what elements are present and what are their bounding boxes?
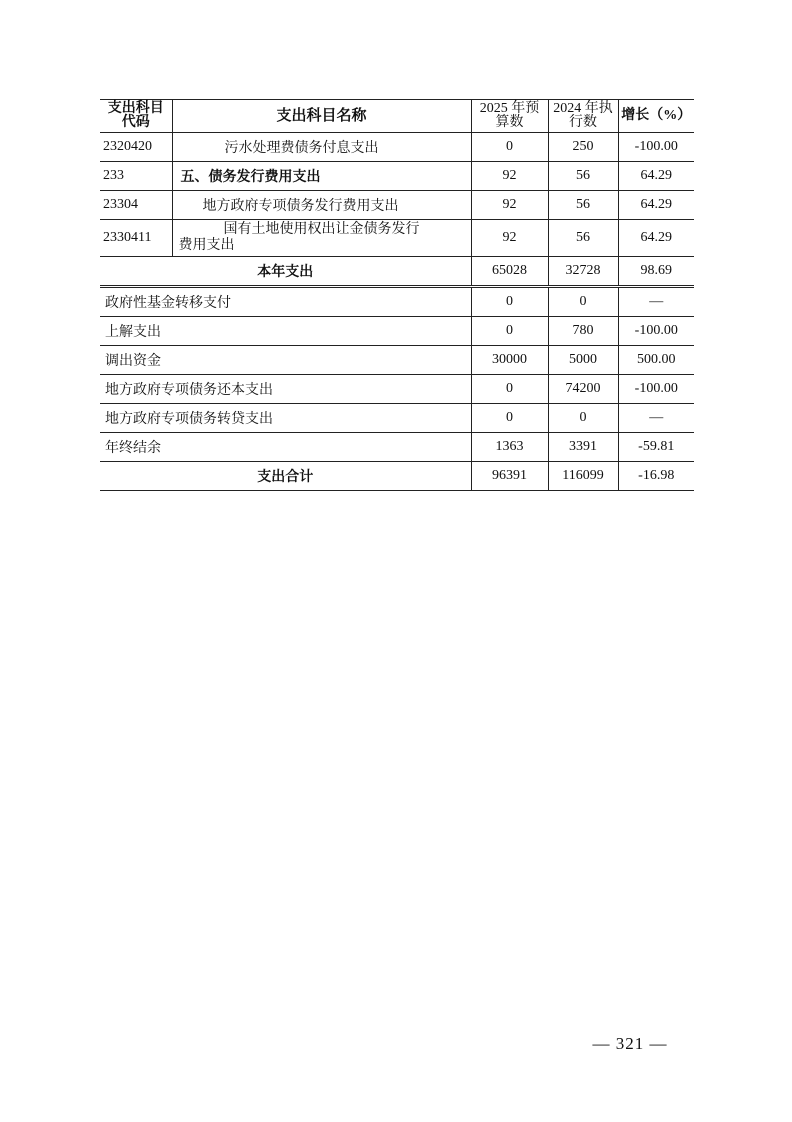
- header-code: 支出科目代码: [100, 100, 172, 133]
- cell-actual-2024: 0: [548, 404, 618, 433]
- cell-name: 调出资金: [100, 346, 471, 375]
- total-actual-2024: 116099: [548, 462, 618, 491]
- subtotal-actual-2024: 32728: [548, 257, 618, 287]
- cell-budget-2025: 0: [471, 375, 548, 404]
- header-budget-2025: 2025 年预算数: [471, 100, 548, 133]
- cell-actual-2024: 780: [548, 317, 618, 346]
- cell-growth: -100.00: [618, 375, 694, 404]
- page-number: — 321 —: [592, 1034, 668, 1053]
- expenditure-table: [100, 99, 694, 491]
- table-row: [100, 317, 694, 346]
- table-row: [100, 191, 694, 220]
- cell-actual-2024: 250: [548, 133, 618, 162]
- cell-actual-2024: 74200: [548, 375, 618, 404]
- cell-code: 233: [100, 162, 172, 191]
- cell-growth: 500.00: [618, 346, 694, 375]
- cell-budget-2025: 0: [471, 287, 548, 317]
- total-growth: -16.98: [618, 462, 694, 491]
- header-name: 支出科目名称: [172, 100, 471, 133]
- cell-name: 政府性基金转移支付: [100, 287, 471, 317]
- cell-code: 23304: [100, 191, 172, 220]
- table-row: [100, 346, 694, 375]
- cell-budget-2025: 0: [471, 404, 548, 433]
- header-actual-2024: 2024 年执行数: [548, 100, 618, 133]
- total-row: [100, 462, 694, 491]
- cell-name: 年终结余: [100, 433, 471, 462]
- cell-growth: —: [618, 287, 694, 317]
- cell-growth: 64.29: [618, 191, 694, 220]
- table-row: [100, 404, 694, 433]
- cell-name: 上解支出: [100, 317, 471, 346]
- cell-growth: -100.00: [618, 317, 694, 346]
- cell-code: 2320420: [100, 133, 172, 162]
- cell-growth: —: [618, 404, 694, 433]
- table-header-row: [100, 100, 694, 133]
- subtotal-label: 本年支出: [100, 257, 471, 287]
- cell-budget-2025: 92: [471, 220, 548, 257]
- cell-actual-2024: 56: [548, 220, 618, 257]
- subtotal-row: [100, 257, 694, 287]
- cell-name: 污水处理费债务付息支出: [172, 133, 471, 162]
- cell-actual-2024: 56: [548, 162, 618, 191]
- subtotal-budget-2025: 65028: [471, 257, 548, 287]
- cell-name: 地方政府专项债务还本支出: [100, 375, 471, 404]
- table-row: [100, 162, 694, 191]
- header-growth: 增长（%）: [618, 100, 694, 133]
- table-row: [100, 287, 694, 317]
- cell-actual-2024: 0: [548, 287, 618, 317]
- cell-growth: 64.29: [618, 162, 694, 191]
- cell-budget-2025: 1363: [471, 433, 548, 462]
- table-row: [100, 133, 694, 162]
- cell-name-line2: 费用支出: [178, 238, 235, 253]
- cell-name: 五、债务发行费用支出: [172, 162, 471, 191]
- subtotal-growth: 98.69: [618, 257, 694, 287]
- cell-budget-2025: 92: [471, 162, 548, 191]
- cell-growth: -59.81: [618, 433, 694, 462]
- cell-growth: -100.00: [618, 133, 694, 162]
- table-row: [100, 375, 694, 404]
- cell-actual-2024: 3391: [548, 433, 618, 462]
- cell-budget-2025: 30000: [471, 346, 548, 375]
- table-row: [100, 433, 694, 462]
- cell-name: 地方政府专项债务转贷支出: [100, 404, 471, 433]
- total-budget-2025: 96391: [471, 462, 548, 491]
- cell-actual-2024: 56: [548, 191, 618, 220]
- cell-actual-2024: 5000: [548, 346, 618, 375]
- cell-growth: 64.29: [618, 220, 694, 257]
- cell-budget-2025: 0: [471, 133, 548, 162]
- cell-name: [172, 220, 471, 257]
- cell-name-line1: 国有土地使用权出让金债务发行: [223, 222, 420, 237]
- cell-name: 地方政府专项债务发行费用支出: [172, 191, 471, 220]
- cell-budget-2025: 0: [471, 317, 548, 346]
- table-row: [100, 220, 694, 257]
- cell-budget-2025: 92: [471, 191, 548, 220]
- cell-code: 2330411: [100, 220, 172, 257]
- total-label: 支出合计: [100, 462, 471, 491]
